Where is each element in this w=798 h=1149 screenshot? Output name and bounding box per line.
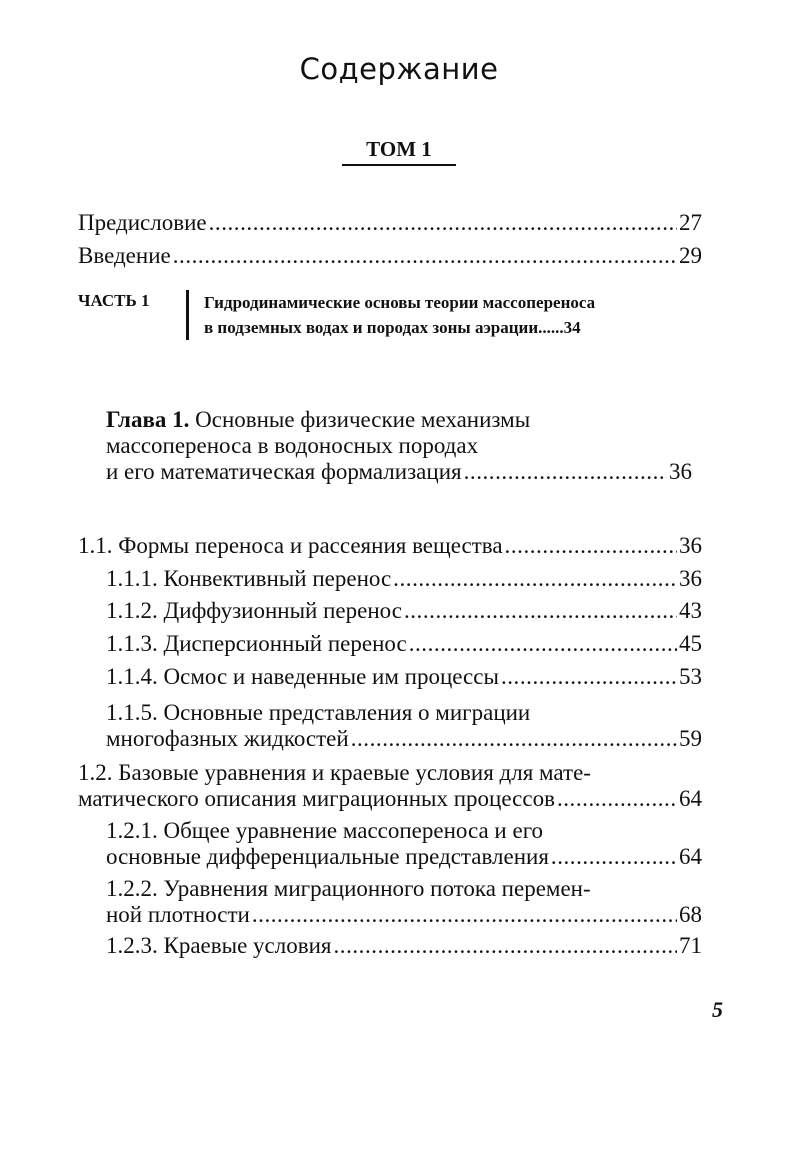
dot-leader [551,844,677,870]
chapter-title-line: массопереноса в водоносных породах [106,433,479,458]
toc-entry-title-line: 1.1.5. Основные представления о миграции [106,700,531,725]
toc-entry-1-1 [78,533,702,559]
toc-entry-page: 36 [679,566,702,591]
chapter-title-line: и его математическая формализация [106,459,462,484]
dot-leader [173,243,677,269]
part-title-line: Гидродинамические основы теории массопереноса [204,293,596,312]
toc-entry-last-line [78,786,702,812]
dot-leader [557,786,677,812]
chapter-title-line: Основные физические механизмы [189,407,531,432]
toc-entry-title: 1.1.4. Осмос и наведенные им процессы [106,664,499,689]
toc-entry-1-1-2 [106,598,702,624]
page-number: 5 [712,997,723,1022]
toc-entry-page: 71 [679,933,702,958]
page-title: Содержание [299,52,499,86]
toc-entry-title-line: ной плотности [106,902,250,927]
toc-entry-page: 59 [679,726,702,751]
toc-entry-1-2-3 [106,933,702,959]
toc-entry-title: 1.1.2. Диффузионный перенос [106,598,402,623]
toc-entry-page: 64 [679,786,702,811]
toc-entry-title: 1.1.1. Конвективный перенос [106,566,392,591]
toc-entry-title-line: 1.2. Базовые уравнения и краевые условия для мате- [78,760,591,785]
toc-entry-title: Введение [78,243,171,268]
dot-leader [209,210,677,236]
part-label: ЧАСТЬ 1 [78,291,150,310]
toc-entry-title: Предисловие [78,210,207,235]
dot-leader [464,459,667,485]
toc-entry-page: 45 [679,631,702,656]
toc-entry-page: 27 [679,210,702,235]
chapter-title-last-line [106,459,692,485]
dot-leader [505,533,677,559]
dot-leader [501,664,677,690]
toc-entry-page: 64 [679,844,702,869]
toc-entry-last-line [106,726,702,752]
toc-entry-1-2-2 [106,876,702,928]
toc-entry-page: 36 [669,459,692,484]
toc-entry-title-line: многофазных жидкостей [106,726,349,751]
chapter-heading [106,407,692,485]
chapter-number: Глава 1. [106,407,190,432]
dot-leader [252,902,677,928]
toc-entry-page: 68 [679,902,702,927]
toc-entry-1-1-3 [106,631,702,657]
toc-entry-page: 29 [679,243,702,268]
toc-entry-page: 53 [679,664,702,689]
toc-entry-page: 36 [679,533,702,558]
toc-entry-1-2-1 [106,818,702,870]
toc-entry-title-line: 1.2.2. Уравнения миграционного потока перемен- [106,876,591,901]
toc-entry-title: 1.1.3. Дисперсионный перенос [106,631,407,656]
toc-entry-page: 43 [679,598,702,623]
toc-entry-title-line: 1.2.1. Общее уравнение массопереноса и его [106,818,544,843]
toc-entry-1-1-5 [106,700,702,752]
toc-entry-last-line [106,844,702,870]
dot-leader [351,726,677,752]
dot-leader [393,566,677,592]
dot-leader [404,598,677,624]
toc-entry-title-line: основные дифференциальные представления [106,844,549,869]
volume-label: ТОМ 1 [342,136,456,166]
toc-entry-last-line [106,902,702,928]
dot-leader [409,631,677,657]
toc-entry-1-2 [78,760,702,812]
toc-entry-preface [78,210,702,236]
dot-leader [333,933,677,959]
toc-entry-1-1-4 [106,664,702,690]
toc-entry-introduction [78,243,702,269]
part-title-line: в подземных водах и породах зоны аэрации......34 [204,318,581,337]
toc-entry-1-1-1 [106,566,702,592]
part-divider [186,290,189,340]
volume-heading [0,136,798,166]
toc-entry-title: 1.2.3. Краевые условия [106,933,332,958]
toc-entry-title: 1.1. Формы переноса и рассеяния вещества [78,533,503,558]
part-title [204,290,595,340]
toc-entry-title-line: матического описания миграционных процессов [78,786,555,811]
